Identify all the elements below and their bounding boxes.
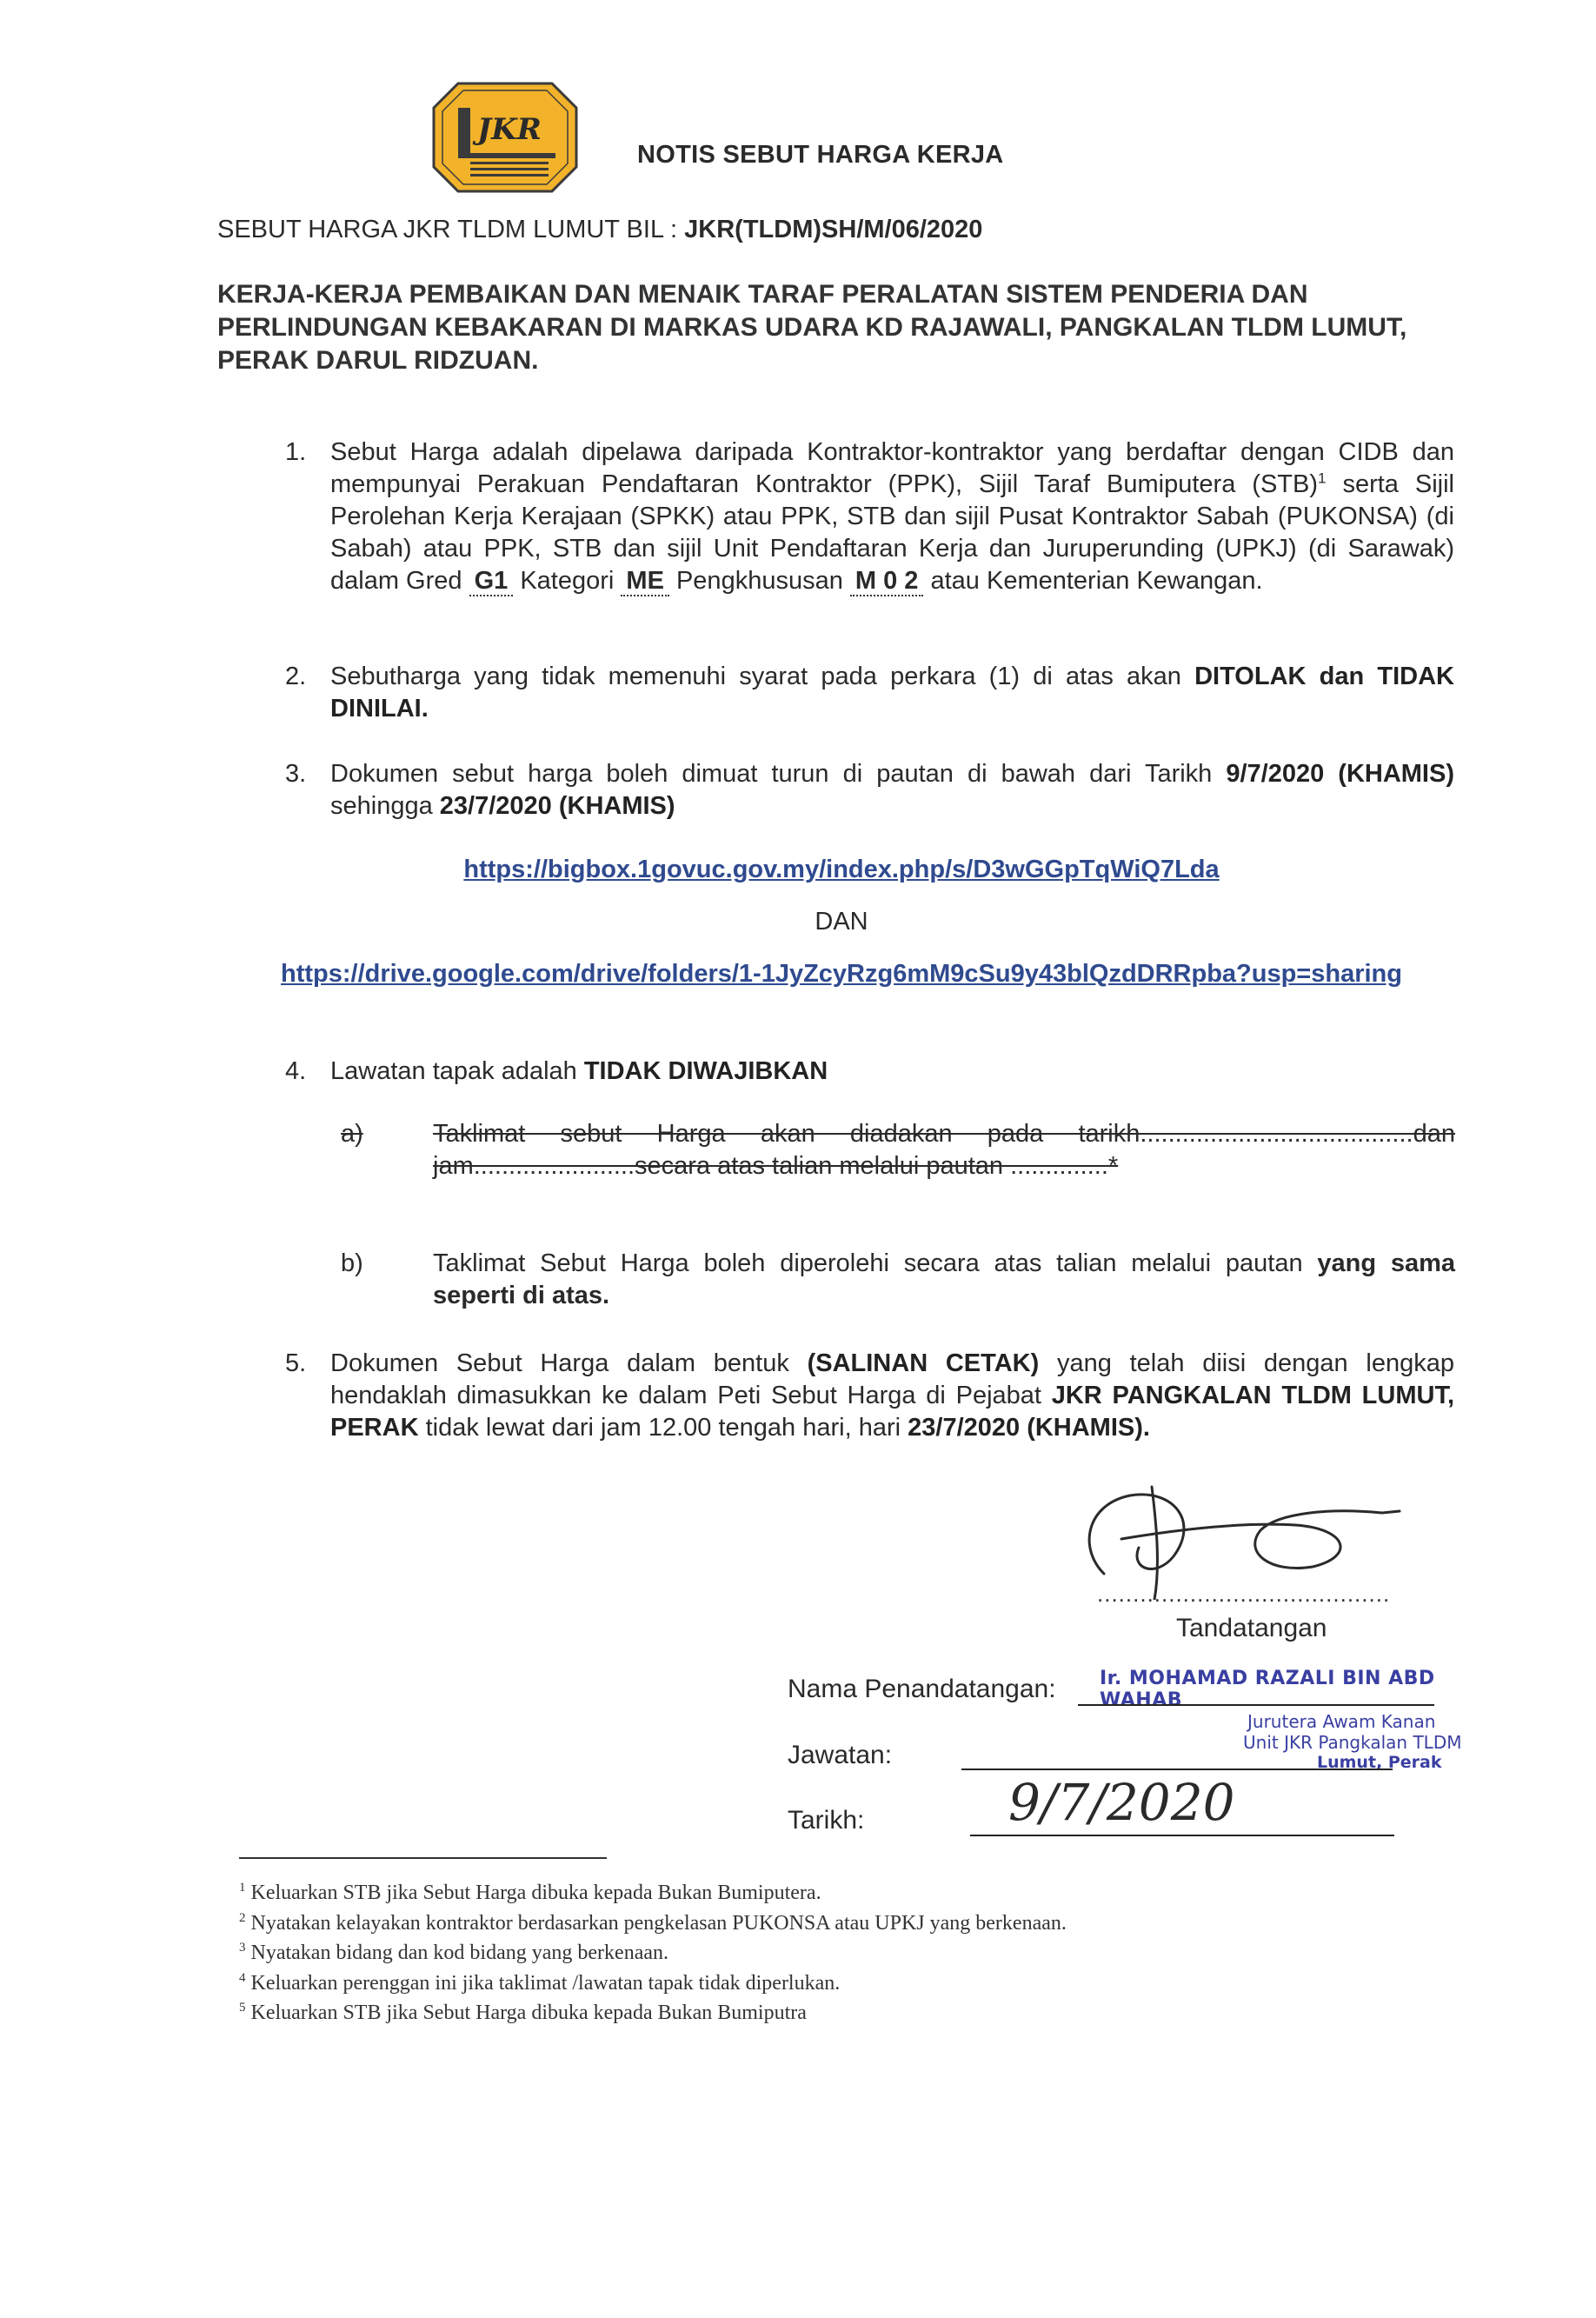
text-segment: sehingga xyxy=(330,792,440,820)
footnote-3: $^3$ Nyatakan bidang dan kod bidang yang berkenaan. xyxy=(239,1941,669,1964)
signatory-name-label: Nama Penandatangan: xyxy=(788,1675,1056,1703)
footnote-1: $^1$ Keluarkan STB jika Sebut Harga dibuka kepada Bukan Bumiputera. xyxy=(239,1881,821,1904)
paragraph-number: 1. xyxy=(285,438,307,466)
link-row-2 xyxy=(0,960,1596,989)
text-segment-bold: (SALINAN CETAK) xyxy=(807,1349,1040,1377)
position-label: Jawatan: xyxy=(788,1741,893,1769)
stamp-place: Lumut, Perak xyxy=(1317,1753,1442,1772)
text-segment: Kategori xyxy=(513,567,622,595)
stamp-name: Ir. MOHAMAD RAZALI BIN ABD WAHAB xyxy=(1100,1668,1435,1711)
text-segment: serta Sijil Perolehan Kerja Kerajaan (SPKK) atau PPK, STB dan sijil Pusat Kontraktor Sabah (PUKONSA) (di Sabah) atau PPK, STB dan sijil Unit Pendaftaran Kerja dan Juruperunding (UPKJ) (di Sarawak) dalam Gred xyxy=(330,470,1454,595)
link-row-1 xyxy=(0,856,1596,884)
footnote-divider xyxy=(239,1857,607,1859)
notice-title: NOTIS SEBUT HARGA KERJA xyxy=(637,141,1004,169)
sub-item-label: a) xyxy=(341,1120,363,1148)
paragraph-body xyxy=(330,436,1454,597)
official-stamp xyxy=(1100,1668,1491,1772)
text-segment: Dokumen Sebut Harga dalam bentuk xyxy=(330,1349,808,1377)
text-segment: atau Kementerian Kewangan. xyxy=(923,567,1263,595)
paragraph-number: 5. xyxy=(285,1349,307,1377)
date-to: 23/7/2020 (KHAMIS) xyxy=(439,792,675,820)
text-segment: Dokumen sebut harga boleh dimuat turun di pautan di bawah dari Tarikh xyxy=(330,760,1227,788)
paragraph-body xyxy=(330,1348,1454,1444)
work-title: KERJA-KERJA PEMBAIKAN DAN MENAIK TARAF PERALATAN SISTEM PENDERIA DAN PERLINDUNGAN KEBAKARAN DI MARKAS UDARA KD RAJAWALI, PANGKALAN TLDM LUMUT, PERAK DARUL RIDZUAN. xyxy=(217,280,1407,375)
text-segment: Sebut Harga adalah dipelawa daripada Kontraktor-kontraktor yang berdaftar dengan CIDB dan mempunyai Perakuan Pendaftaran Kontraktor (PPK), Sijil Taraf Bumiputera (STB) xyxy=(330,438,1454,498)
paragraph-body xyxy=(330,1056,1454,1088)
text-segment: yang telah diisi dengan lengkap hendaklah dimasukkan ke dalam Peti Sebut Harga di Pejabat xyxy=(330,1349,1454,1409)
footnote-4: $^4$ Keluarkan perenggan ini jika taklimat /lawatan tapak tidak diperlukan. xyxy=(239,1970,841,1995)
text-segment: Pengkhususan xyxy=(668,567,850,595)
footnotes xyxy=(239,1878,1067,2028)
jkr-logo-icon xyxy=(432,82,578,193)
text-segment: Taklimat Sebut Harga boleh diperolehi secara atas talian melalui pautan xyxy=(433,1249,1318,1277)
date-from: 9/7/2020 (KHAMIS) xyxy=(1226,760,1454,788)
text-segment: Lawatan tapak adalah xyxy=(330,1057,584,1085)
text-segment: Sebutharga yang tidak memenuhi syarat pada perkara (1) di atas akan xyxy=(330,663,1195,690)
reference-label: SEBUT HARGA JKR TLDM LUMUT BIL : xyxy=(217,216,678,243)
specialization-value: M 0 2 xyxy=(850,567,924,596)
signature-label: Tandatangan xyxy=(1176,1614,1327,1642)
paragraph-5 xyxy=(285,1348,1454,1444)
paragraph-3 xyxy=(285,758,1454,823)
paragraph-number: 4. xyxy=(285,1057,307,1085)
sub-item-a xyxy=(341,1118,1455,1182)
paragraph-4 xyxy=(285,1056,1454,1088)
sub-item-body-struck: Taklimat sebut Harga akan diadakan pada tarikh.......................................dan jam.......................secara atas talian melalui pautan ..............* xyxy=(433,1120,1455,1180)
site-visit-status: TIDAK DIWAJIBKAN xyxy=(583,1057,828,1085)
name-underline xyxy=(1078,1704,1434,1706)
sub-item-label: b) xyxy=(341,1249,363,1277)
paragraph-body xyxy=(330,758,1454,823)
category-value: ME xyxy=(621,567,669,596)
rejection-note: DITOLAK dan TIDAK DINILAI. xyxy=(330,663,1454,723)
stamp-title: Jurutera Awam Kanan xyxy=(1247,1711,1436,1732)
reference-number: JKR(TLDM)SH/M/06/2020 xyxy=(684,216,983,243)
footnote-2: $^2$ Nyatakan kelayakan kontraktor berdasarkan pengkelasan PUKONSA atau UPKJ yang berkenaan. xyxy=(239,1910,1067,1935)
handwritten-date xyxy=(965,1759,1243,1863)
sub-item-body xyxy=(433,1248,1455,1312)
stamp-office: Unit JKR Pangkalan TLDM xyxy=(1243,1732,1462,1753)
paragraph-1 xyxy=(285,436,1454,597)
text-segment: tidak lewat dari jam 12.00 tengah hari, hari xyxy=(418,1414,908,1442)
deadline-date: 23/7/2020 (KHAMIS). xyxy=(908,1414,1150,1442)
footnote-ref: 1 xyxy=(1318,470,1327,487)
svg-text:JKR: JKR xyxy=(477,112,542,147)
grade-value: G1 xyxy=(469,567,514,596)
and-separator: DAN xyxy=(815,908,868,936)
svg-text:9/7/2020: 9/7/2020 xyxy=(1008,1773,1235,1832)
paragraph-body xyxy=(330,661,1454,725)
reference-line xyxy=(217,216,982,244)
signature-dotted-line: ......................................... xyxy=(1097,1581,1391,1607)
paragraph-number: 2. xyxy=(285,663,307,690)
footnote-5: $^5$ Keluarkan STB jika Sebut Harga dibuka kepada Bukan Bumiputra xyxy=(239,2001,807,2024)
paragraph-2 xyxy=(285,661,1454,725)
date-label: Tarikh: xyxy=(788,1806,865,1835)
paragraph-number: 3. xyxy=(285,760,307,788)
sub-item-b xyxy=(341,1248,1455,1312)
download-link-google-drive[interactable]: https://drive.google.com/drive/folders/1-1JyZcyRzg6mM9cSu9y43blQzdDRRpba?usp=sharing xyxy=(281,960,1402,988)
download-link-bigbox[interactable]: https://bigbox.1govuc.gov.my/index.php/s/D3wGGpTqWiQ7Lda xyxy=(463,856,1220,883)
text-segment-bold: yang sama seperti di atas. xyxy=(433,1249,1455,1309)
office-name: JKR PANGKALAN TLDM LUMUT, PERAK xyxy=(330,1382,1454,1442)
